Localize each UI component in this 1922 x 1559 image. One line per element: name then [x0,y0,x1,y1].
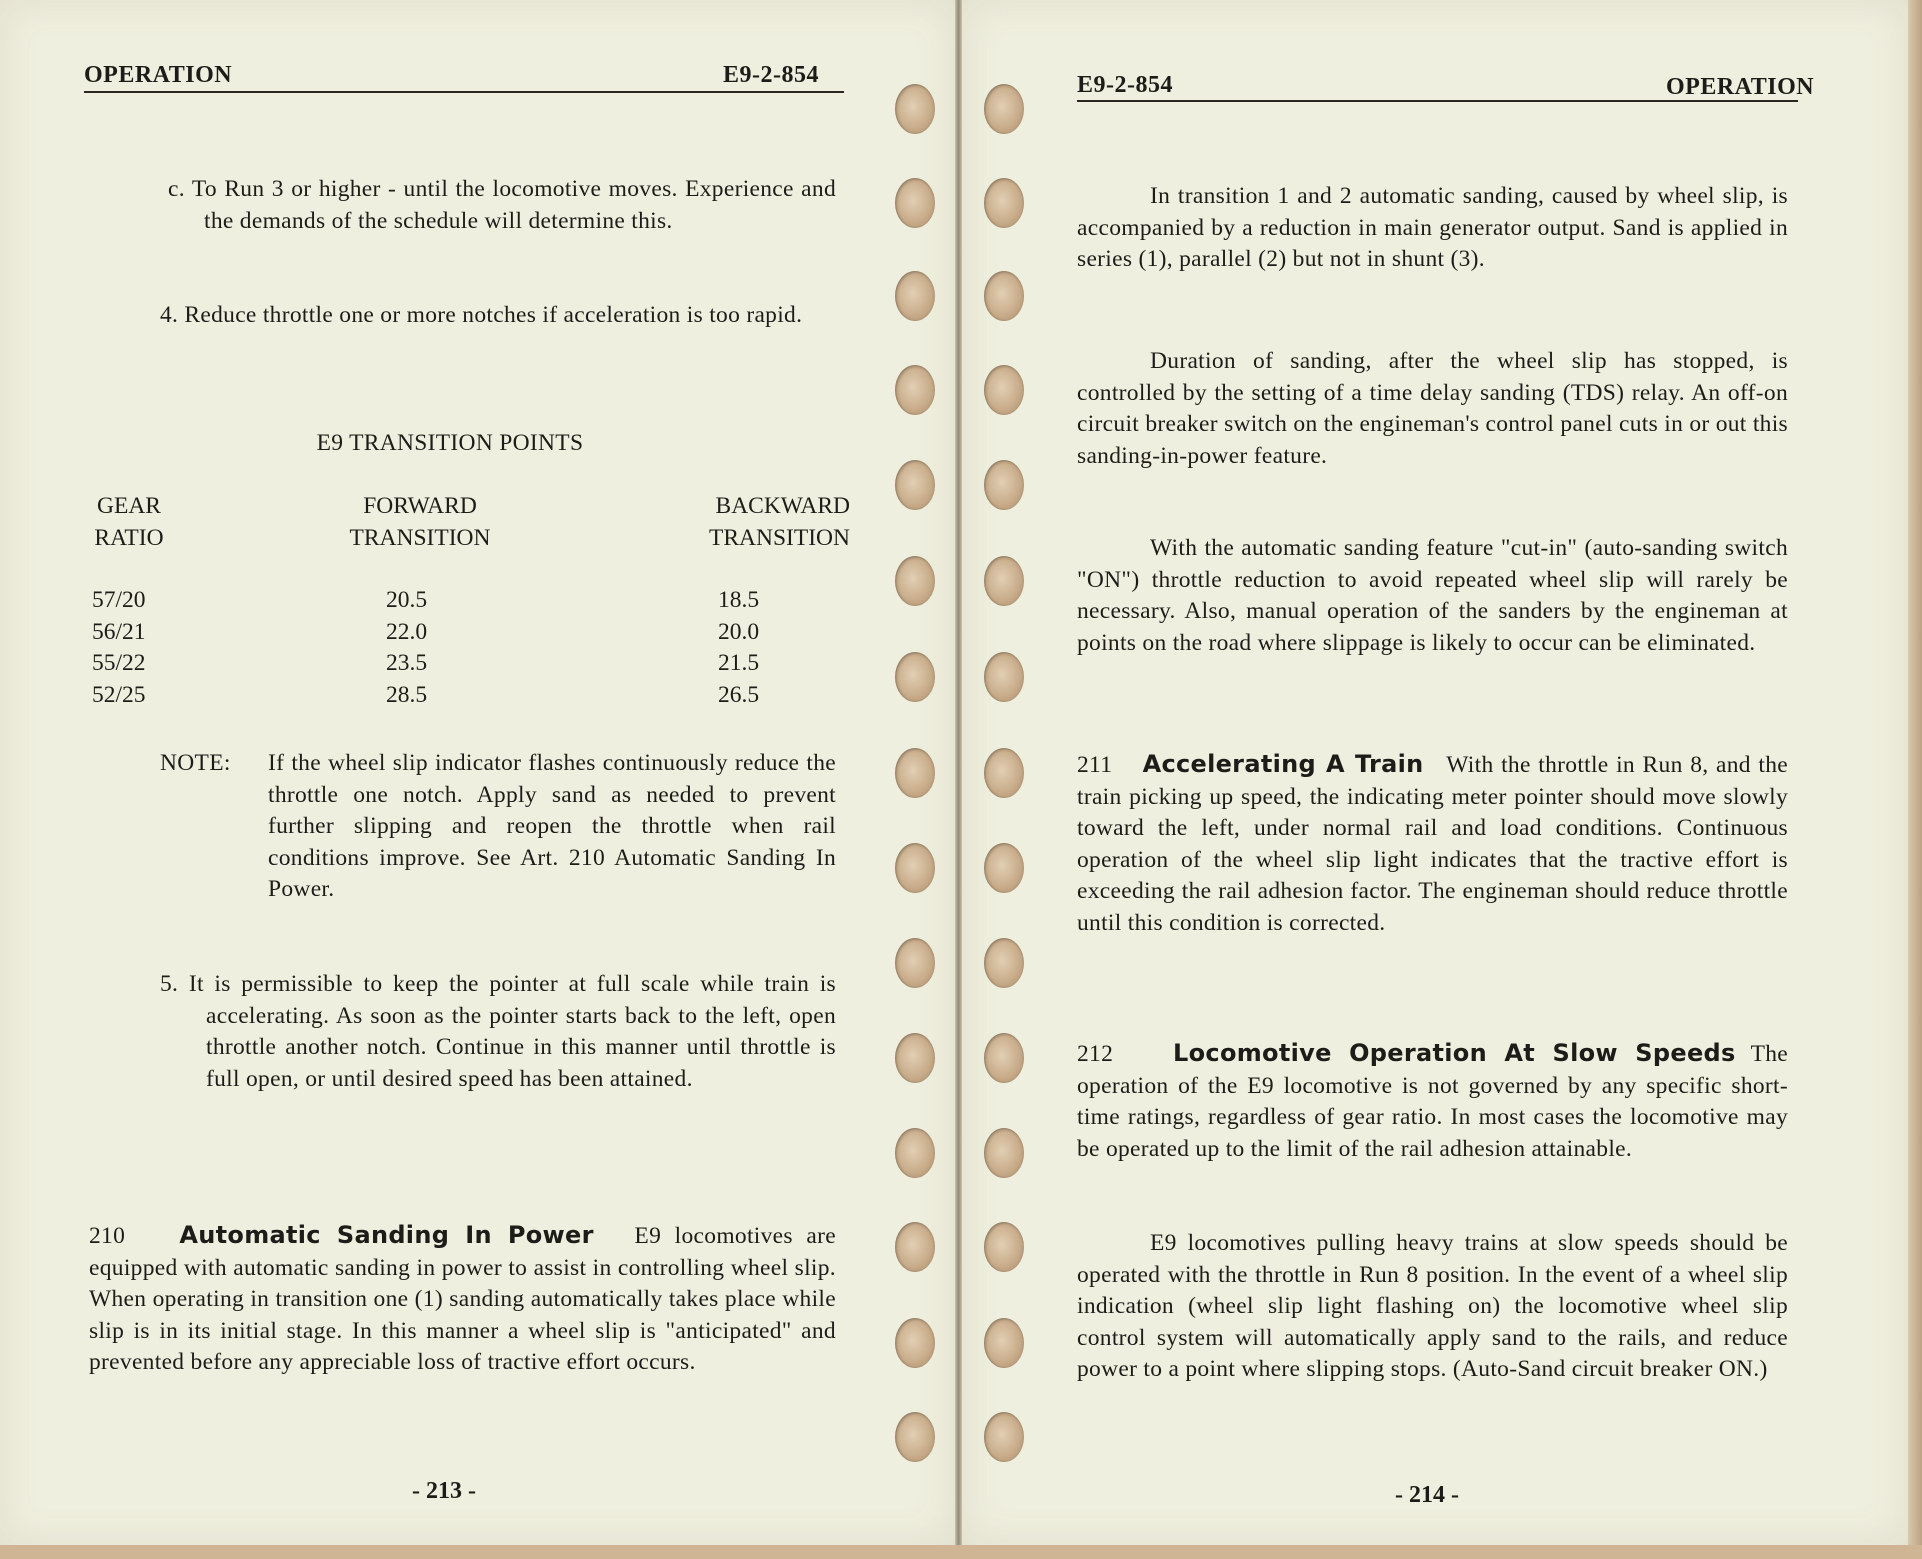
ratio-cell: 55/22 [92,650,146,676]
binding-hole [984,365,1024,415]
ratio-cell: 56/21 [92,618,146,645]
section-211-number: 211 [1077,752,1113,778]
page-bottom-edge [0,1545,1922,1559]
section-211-body: With the throttle in Run 8, and the train picking up speed, the indicating meter pointer should move slowly toward the left, under normal rail and load conditions. Continuous operation of the wheel slip light indicates that the tractive effort is exceeding the rail adhesion factor. The engineman should reduce throttle until this condition is corrected. [1077,752,1789,936]
binding-hole [984,1318,1024,1368]
section-210-title: Automatic Sanding In Power [179,1221,594,1249]
binding-hole [895,1412,935,1462]
right-page-number: - 214 - [1395,1482,1459,1508]
backward-cell: 21.5 [718,650,760,676]
backward-column [718,585,759,711]
section-211 [1077,749,1788,939]
binding-hole [895,748,935,798]
binding-hole [895,938,935,988]
table-header-forward: FORWARD TRANSITION [349,493,491,551]
table-title: E9 TRANSITION POINTS [316,430,584,456]
binding-hole [895,460,935,510]
forward-cell: 23.5 [386,650,428,676]
backward-cell: 18.5 [718,587,760,613]
right-header-section: OPERATION [1666,74,1815,100]
binding-hole [895,843,935,893]
binding-hole [984,1412,1024,1462]
binding-hole [984,178,1024,228]
binding-hole [984,1033,1024,1083]
binding-hole [984,652,1024,702]
item-5: 5. It is permissible to keep the pointer at full scale while train is accelerating. As soon as the pointer starts back to the left, open throttle another notch. Continue in this manner until throttle is full open, or until desired speed has been attained. [160,971,836,1092]
binding-hole [895,1033,935,1083]
table-row [92,585,146,711]
note-label: NOTE: [160,750,231,776]
binding-hole [895,271,935,321]
binding-hole [984,1222,1024,1272]
binding-hole [984,938,1024,988]
item-4: 4. Reduce throttle one or more notches if acceleration is too rapid. [160,302,803,328]
left-header-doc-number: E9-2-854 [723,62,819,88]
left-header-section: OPERATION [84,62,233,88]
left-header-rule [84,91,844,93]
binding-hole [895,178,935,228]
backward-cell: 20.0 [718,618,760,645]
backward-cell: 26.5 [718,681,760,708]
paragraph-2: Duration of sanding, after the wheel slip has stopped, is controlled by the setting of a time delay sanding (TDS) relay. An off-on circuit breaker switch on the engineman's control panel cuts in or out this sanding-in-power feature. [1077,348,1788,469]
section-210 [89,1220,836,1379]
binding-hole [895,652,935,702]
binding-hole [984,843,1024,893]
table-header-gear: GEAR RATIO [94,493,164,551]
note-text: If the wheel slip indicator flashes continuously reduce the throttle one notch. Apply sand as needed to prevent further slipping and reopen the throttle when rail conditions improve. See Art. 210 Automatic Sanding In Power. [268,750,836,902]
binding-hole [984,460,1024,510]
binding-hole [895,84,935,134]
right-header-doc-number: E9-2-854 [1077,72,1173,98]
paragraph-3: With the automatic sanding feature "cut-in" (auto-sanding switch "ON") throttle reduction to avoid repeated wheel slip will rarely be necessary. Also, manual operation of the sanders by the engineman at points on the road where slippage is likely to occur can be eliminated. [1077,535,1788,656]
forward-cell: 28.5 [386,681,428,708]
book-gutter [955,0,962,1545]
binding-hole [984,84,1024,134]
section-212-title: Locomotive Operation At Slow Speeds [1173,1039,1736,1067]
binding-hole [984,556,1024,606]
paragraph-4: E9 locomotives pulling heavy trains at slow speeds should be operated with the throttle in Run 8 position. In the event of a wheel slip indication (wheel slip light flashing on) the locomotive wheel slip control system will automatically apply sand to the rails, and reduce power to a point where slipping stops. (Auto-Sand circuit breaker ON.) [1077,1230,1788,1382]
binding-hole [984,1128,1024,1178]
page-edge [1908,0,1922,1559]
binding-hole [895,556,935,606]
forward-cell: 22.0 [386,618,428,645]
binding-hole [895,1128,935,1178]
ratio-cell: 52/25 [92,681,146,708]
paragraph-1: In transition 1 and 2 automatic sanding, caused by wheel slip, is accompanied by a reduction in main generator output. Sand is applied in series (1), parallel (2) but not in shunt (3). [1077,183,1788,272]
table-header-backward: BACKWARD TRANSITION [709,493,850,551]
section-210-body: E9 locomotives are equipped with automatic sanding in power to assist in controlling wheel slip. When operating in transition one (1) sanding automatically takes place while slip is in its initial stage. In this manner a wheel slip is "anticipated" and prevented before any appreciable loss of tractive effort occurs. [89,1223,836,1375]
section-211-title: Accelerating A Train [1142,750,1424,778]
forward-column [386,585,427,711]
binding-hole [984,748,1024,798]
forward-cell: 20.5 [386,587,428,613]
binding-hole [895,1318,935,1368]
right-header-rule [1077,100,1798,102]
right-page [962,0,1908,1545]
section-212-number: 212 [1077,1041,1114,1067]
left-page [0,0,955,1545]
section-212-body: The operation of the E9 locomotive is not governed by any specific short-time ratings, regardless of gear ratio. In most cases the locomotive may be operated up to the limit of the rail adhesion attainable. [1077,1041,1788,1162]
left-page-number: - 213 - [412,1478,476,1504]
item-c: c. To Run 3 or higher - until the locomotive moves. Experience and the demands of the schedule will determine this. [168,176,836,234]
section-212 [1077,1038,1788,1165]
section-210-number: 210 [89,1223,126,1249]
binding-hole [984,271,1024,321]
binding-hole [895,1222,935,1272]
binding-hole [895,365,935,415]
ratio-cell: 57/20 [92,587,146,613]
